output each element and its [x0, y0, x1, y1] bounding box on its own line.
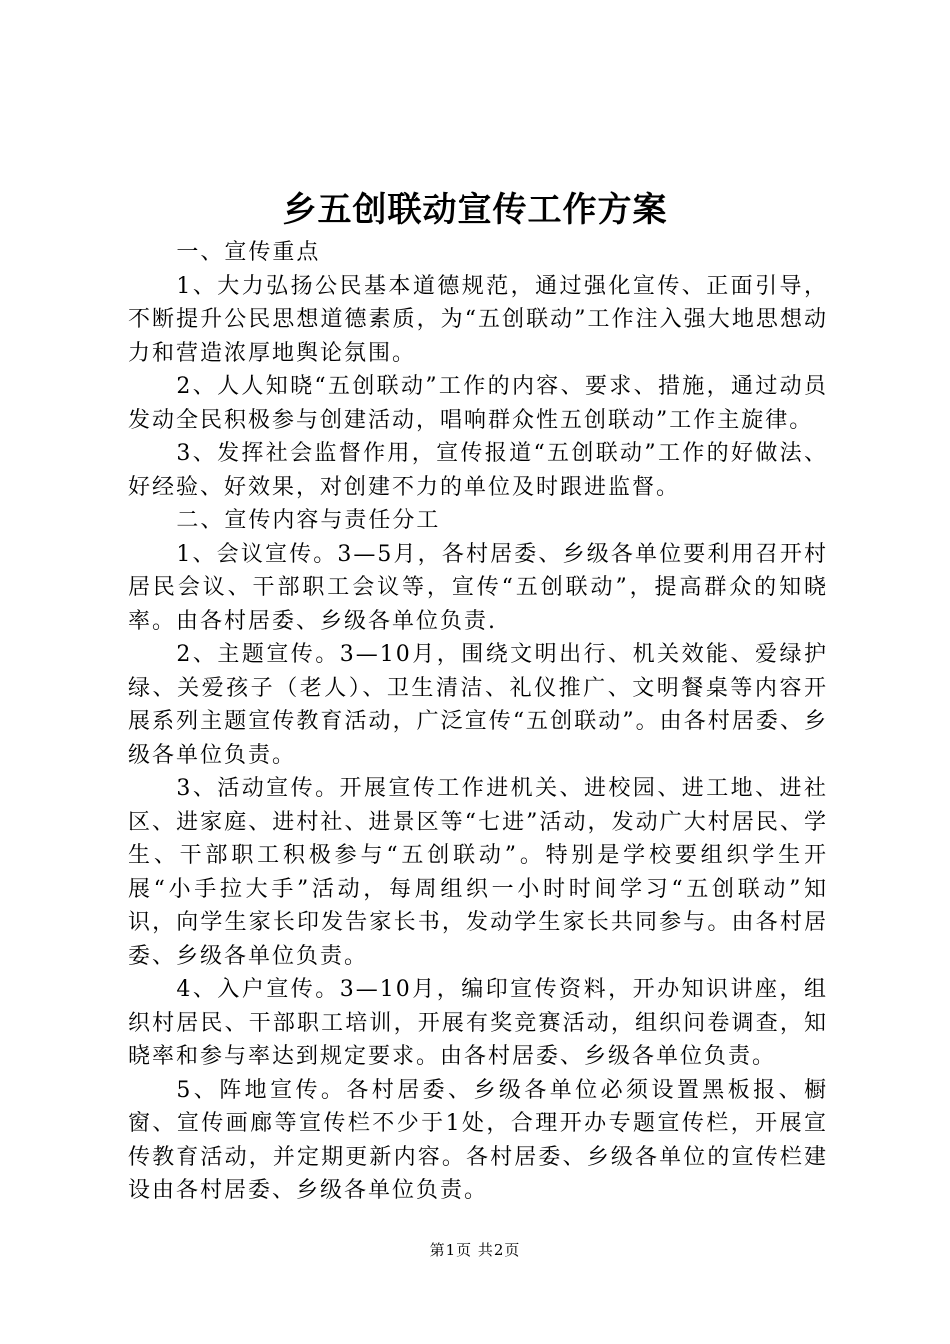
document-body: [128, 236, 828, 1208]
paragraph-2-2: 2、主题宣传。3—10月，围绕文明出行、机关效能、爱绿护绿、关爱孩子（老人）、卫生清洁、礼仪推广、文明餐桌等内容开展系列主题宣传教育活动，广泛宣传“五创联动”。由各村居委、乡级各单位负责。: [128, 642, 828, 768]
paragraph-2-3: 3、活动宣传。开展宣传工作进机关、进校园、进工地、进社区、进家庭、进村社、进景区等“七进”活动，发动广大村居民、学生、干部职工积极参与“五创联动”。特别是学校要组织学生开展“小手拉大手”活动，每周组织一小时时间学习“五创联动”知识，向学生家长印发告家长书，发动学生家长共同参与。由各村居委、乡级各单位负责。: [128, 776, 828, 969]
paragraph-1-2: 2、人人知晓“五创联动”工作的内容、要求、措施，通过动员发动全民积极参与创建活动，唱响群众性五创联动”工作主旋律。: [128, 374, 828, 433]
document-title: 乡五创联动宣传工作方案: [282, 190, 668, 230]
page-footer: 第1页 共2页: [429, 1241, 521, 1259]
paragraph-2-4: 4、入户宣传。3—10月，编印宣传资料，开办知识讲座，组织村居民、干部职工培训，开展有奖竞赛活动，组织问卷调查，知晓率和参与率达到规定要求。由各村居委、乡级各单位负责。: [128, 977, 828, 1069]
section-heading-1: 一、宣传重点: [176, 240, 321, 265]
paragraph-1-1: 1、大力弘扬公民基本道德规范，通过强化宣传、正面引导，不断提升公民思想道德素质，为“五创联动”工作注入强大地思想动力和营造浓厚地舆论氛围。: [128, 273, 828, 366]
paragraph-2-1: 1、会议宣传。3—5月，各村居委、乡级各单位要利用召开村居民会议、干部职工会议等，宣传“五创联动”，提高群众的知晓率。由各村居委、乡级各单位负责.: [128, 541, 828, 634]
paragraph-1-3: 3、发挥社会监督作用，宣传报道“五创联动”工作的好做法、好经验、好效果，对创建不力的单位及时跟进监督。: [128, 441, 828, 500]
paragraph-2-5: 5、阵地宣传。各村居委、乡级各单位必须设置黑板报、橱窗、宣传画廊等宣传栏不少于1处，合理开办专题宣传栏，开展宣传教育活动，并定期更新内容。各村居委、乡级各单位的宣传栏建设由各村居委、乡级各单位负责。: [128, 1077, 828, 1203]
section-heading-2: 二、宣传内容与责任分工: [176, 508, 441, 533]
